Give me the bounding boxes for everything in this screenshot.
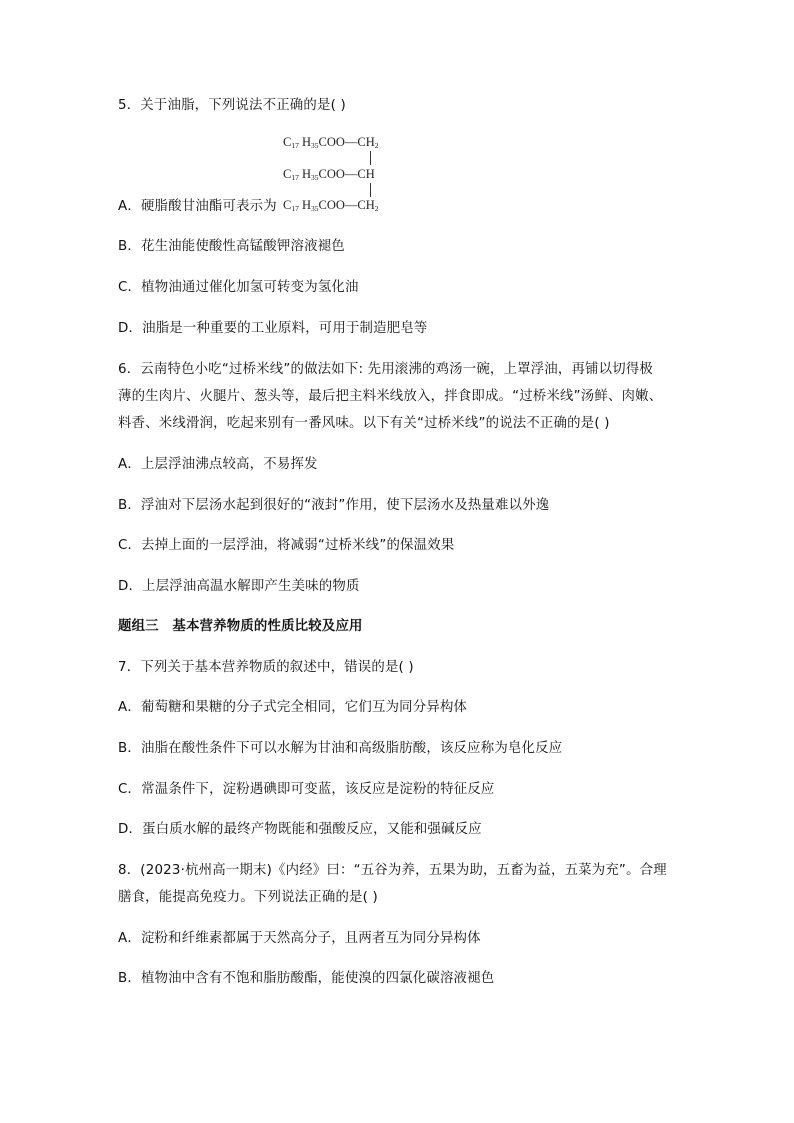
question-5-option-c: C．植物油通过催化加氢可转变为氢化油 — [118, 280, 359, 295]
question-6-option-c: C．去掉上面的一层浮油，将减弱“过桥米线”的保温效果 — [118, 538, 455, 553]
section-3-heading: 题组三 基本营养物质的性质比较及应用 — [118, 619, 363, 634]
question-5-option-b: B．花生油能使酸性高锰酸钾溶液褪色 — [118, 239, 345, 254]
question-8-option-a: A．淀粉和纤维素都属于天然高分子，且两者互为同分异构体 — [118, 931, 481, 946]
glyceryl-stearate-formula — [283, 134, 403, 216]
question-7-option-d: D．蛋白质水解的最终产物既能和强酸反应，又能和强碱反应 — [118, 822, 482, 837]
question-6-option-a: A．上层浮油沸点较高，不易挥发 — [118, 457, 318, 472]
question-7-option-b: B．油脂在酸性条件下可以水解为甘油和高级脂肪酸，该反应称为皂化反应 — [118, 741, 563, 756]
question-7-stem: 7．下列关于基本营养物质的叙述中，错误的是( ) — [118, 660, 414, 675]
question-6-stem-line-3: 料香、米线滑润，吃起来别有一番风味。以下有关“过桥米线”的说法不正确的是( ) — [118, 416, 610, 431]
formula-bond-2 — [370, 183, 371, 197]
question-6-stem-line-2: 薄的生肉片、火腿片、葱头等，最后把主料米线放入，拌食即成。“过桥米线”汤鲜、肉嫩、 — [118, 389, 663, 404]
question-8-stem-line-2: 膳食，能提高免疫力。下列说法正确的是( ) — [118, 890, 378, 905]
formula-row-1: $C_{17}$ $H_{35}COO—CH_2$ — [283, 135, 379, 150]
question-5-stem: 5．关于油脂，下列说法不正确的是( ) — [118, 98, 346, 113]
question-7-option-c: C．常温条件下，淀粉遇碘即可变蓝，该反应是淀粉的特征反应 — [118, 782, 495, 797]
question-5-option-a: A．硬脂酸甘油酯可表示为 — [118, 199, 277, 214]
question-7-option-a: A．葡萄糖和果糖的分子式完全相同，它们互为同分异构体 — [118, 700, 468, 715]
formula-row-2: $C_{17}$ $H_{35}COO—CH$ — [283, 167, 375, 182]
question-8-stem-line-1: 8．(2023·杭州高一期末)《内经》曰：“五谷为养，五果为助，五畜为益，五菜为充”。合理 — [118, 863, 667, 878]
question-6-option-b: B．浮油对下层汤水起到很好的“液封”作用，使下层汤水及热量难以外逸 — [118, 498, 550, 513]
question-8-option-b: B．植物油中含有不饱和脂肪酸酯，能使溴的四氯化碳溶液褪色 — [118, 971, 495, 986]
question-5-option-d: D．油脂是一种重要的工业原料，可用于制造肥皂等 — [118, 321, 428, 336]
question-6-stem-line-1: 6．云南特色小吃“过桥米线”的做法如下: 先用滚沸的鸡汤一碗，上罩浮油，再铺以切得极 — [118, 362, 654, 377]
question-6-option-d: D．上层浮油高温水解即产生美味的物质 — [118, 579, 360, 594]
formula-bond-1 — [370, 151, 371, 165]
formula-row-3: $C_{17}$ $H_{35}COO—CH_2$ — [283, 198, 379, 213]
